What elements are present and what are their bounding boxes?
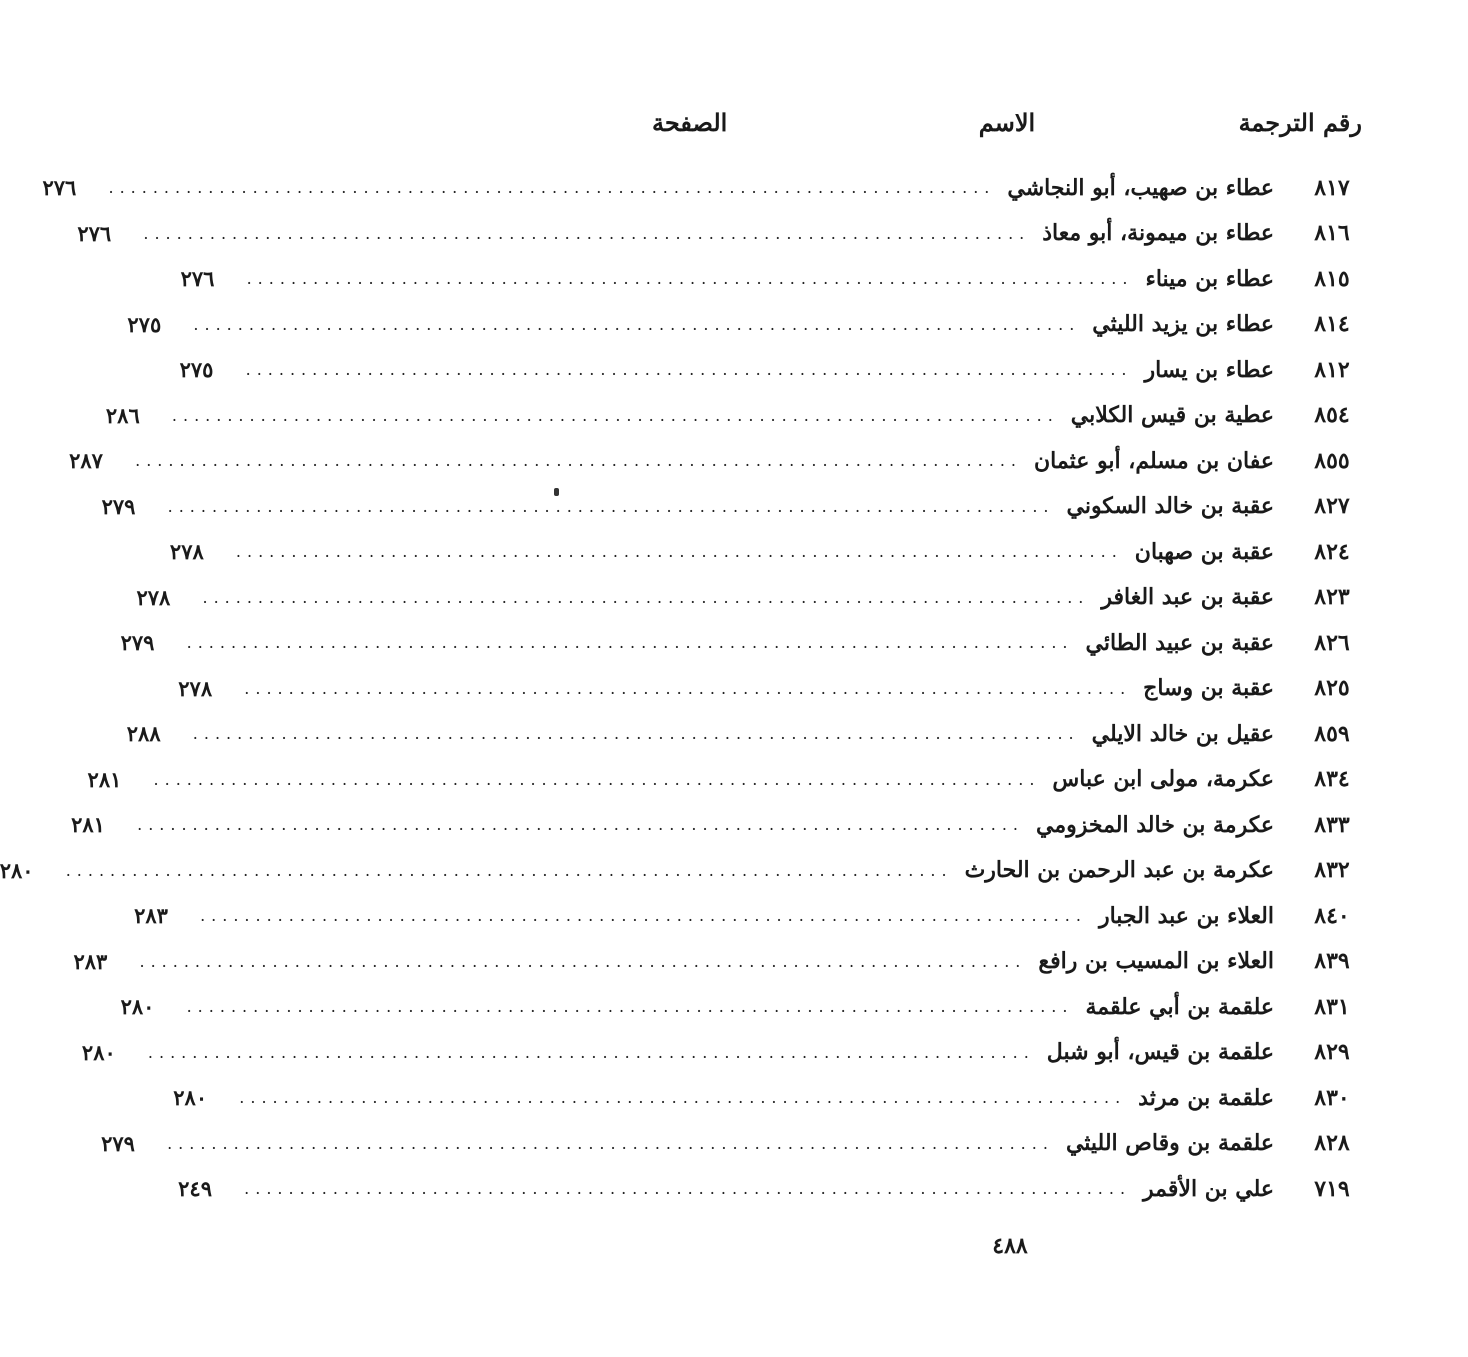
index-entry [179,347,1362,393]
entry-name: عفان بن مسلم، أبو عثمان [1033,447,1274,474]
entry-number: ٨٣٤ [1314,766,1350,793]
entry-number: ٨١٧ [1314,174,1350,201]
entry-page: ٢٧٩ [101,493,136,519]
dot-leader: ................................................................................ [200,906,1087,926]
entry-name: عكرمة، مولى ابن عباس [1052,766,1274,793]
entry-name: العلاء بن عبد الجبار [1098,902,1274,929]
entry-name: عكرمة بن عبد الرحمن بن الحارث [964,857,1274,884]
entry-number: ٨٢٩ [1314,1039,1350,1066]
entry-page: ٢٨١ [87,766,122,792]
entry-number: ٨١٤ [1314,311,1350,338]
dot-leader: ................................................................................ [108,178,996,198]
index-entry [178,1166,1362,1212]
header-name: الاسم [978,108,1036,137]
entry-name: علي بن الأقمر [1143,1175,1274,1202]
dot-leader: ................................................................................ [171,405,1059,425]
entry-name: علقمة بن وقاص الليثي [1065,1130,1274,1157]
column-header [652,108,1362,148]
dot-leader: ................................................................................ [135,451,1022,471]
dot-leader: ................................................................................ [137,815,1024,835]
dot-leader: ................................................................................ [167,496,1055,516]
index-entry [81,1030,1362,1076]
entry-page: ٢٨٧ [69,448,103,474]
dot-leader: ................................................................................ [139,951,1027,971]
index-list [0,165,1362,1212]
entry-page: ٢٧٨ [178,675,213,701]
entry-page: ٢٨٠ [81,1039,116,1065]
entry-number: ٨٢٣ [1314,584,1350,611]
entry-name: عقبة بن عبد الغافر [1101,584,1274,611]
entry-name: عطاء بن صهيب، أبو النجاشي [1007,174,1274,201]
index-entry [101,1121,1362,1167]
entry-name: عقبة بن خالد السكوني [1066,493,1274,520]
index-entry [178,666,1362,712]
entry-name: عطاء بن ميناء [1145,265,1274,292]
index-entry [71,802,1362,848]
entry-page: ٢٤٩ [178,1176,212,1202]
entry-page: ٢٨٠ [0,857,34,883]
entry-name: عطاء بن ميمونة، أبو معاذ [1042,220,1274,247]
entry-name: عقبة بن وساج [1143,675,1274,702]
entry-number: ٨٥٩ [1314,720,1350,747]
dot-leader: ................................................................................ [147,1042,1035,1062]
index-entry [73,939,1362,985]
index-entry [120,620,1362,666]
entry-number: ٨٣١ [1314,993,1350,1020]
dot-leader: ................................................................................ [245,360,1133,380]
dot-leader: ................................................................................ [235,542,1123,562]
entry-page: ٢٨٣ [134,903,168,929]
dot-leader: ................................................................................ [153,769,1041,789]
dot-leader: ................................................................................ [167,1133,1054,1153]
index-entry [87,757,1362,803]
entry-name: عقبة بن صهبان [1134,538,1274,565]
entry-number: ٨٢٥ [1314,675,1350,702]
entry-number: ٨٥٥ [1314,447,1350,474]
entry-number: ٨٣٠ [1314,1084,1350,1111]
entry-page: ٢٨٠ [120,994,155,1020]
index-entry [42,165,1362,211]
entry-number: ٨٤٠ [1314,902,1350,929]
dot-leader: ................................................................................ [244,678,1132,698]
index-entry [180,256,1362,302]
dot-leader: ................................................................................ [239,1088,1127,1108]
index-entry [77,211,1362,257]
index-entry [120,984,1362,1030]
index-entry [105,393,1362,439]
dot-leader: ................................................................................ [246,269,1134,289]
dot-leader: ................................................................................ [65,860,953,880]
entry-name: عطاء بن يسار [1144,356,1274,383]
entry-name: عكرمة بن خالد المخزومي [1035,811,1274,838]
entry-number: ٨٢٦ [1314,629,1350,656]
entry-number: ٨٣٣ [1314,811,1350,838]
entry-name: عقيل بن خالد الايلي [1091,720,1274,747]
index-entry [169,529,1362,575]
entry-page: ٢٨١ [71,812,105,838]
entry-name: عطية بن قيس الكلابي [1070,402,1274,429]
entry-name: عطاء بن يزيد الليثي [1092,311,1274,338]
entry-name: علقمة بن أبي علقمة [1085,993,1274,1020]
entry-number: ٨١٢ [1314,356,1350,383]
dot-leader: ................................................................................ [202,587,1090,607]
entry-number: ٨٣٢ [1314,857,1350,884]
dot-leader: ................................................................................ [186,633,1074,653]
dot-leader: ................................................................................ [192,724,1080,744]
entry-page: ٢٨٦ [105,402,140,428]
index-entry [101,484,1362,530]
entry-number: ٧١٩ [1314,1175,1350,1202]
dot-leader: ................................................................................ [244,1179,1132,1199]
dot-leader: ................................................................................ [186,997,1074,1017]
entry-page: ٢٨٨ [126,721,161,747]
entry-page: ٢٧٨ [169,539,204,565]
entry-number: ٨٥٤ [1314,402,1350,429]
page-number: ٤٨٨ [992,1233,1028,1259]
index-entry [173,1075,1362,1121]
entry-page: ٢٧٨ [136,584,171,610]
entry-page: ٢٧٦ [42,175,77,201]
entry-name: علقمة بن مرثد [1138,1084,1274,1111]
entry-number: ٨١٦ [1314,220,1350,247]
entry-page: ٢٧٩ [120,630,155,656]
entry-page: ٢٧٩ [101,1130,135,1156]
entry-page: ٢٧٥ [179,357,214,383]
entry-name: علقمة بن قيس، أبو شبل [1046,1039,1274,1066]
entry-number: ٨١٥ [1314,265,1350,292]
entry-number: ٨٢٨ [1314,1130,1350,1157]
entry-page: ٢٧٥ [127,311,162,337]
entry-page: ٢٧٦ [77,220,112,246]
scan-mark [554,488,559,496]
index-entry [0,848,1362,894]
entry-number: ٨٢٤ [1314,538,1350,565]
entry-number: ٨٢٧ [1314,493,1350,520]
header-entry-number: رقم الترجمة [1238,108,1362,137]
entry-page: ٢٨٣ [73,948,108,974]
index-entry [127,302,1362,348]
entry-name: العلاء بن المسيب بن رافع [1038,948,1274,975]
index-entry [69,438,1362,484]
dot-leader: ................................................................................ [193,314,1081,334]
index-entry [134,893,1362,939]
index-entry [136,575,1362,621]
header-page: الصفحة [652,108,728,137]
entry-number: ٨٣٩ [1314,948,1350,975]
index-entry [126,711,1362,757]
dot-leader: ................................................................................ [143,223,1031,243]
entry-page: ٢٨٠ [173,1085,208,1111]
entry-page: ٢٧٦ [180,266,215,292]
entry-name: عقبة بن عبيد الطائي [1085,629,1274,656]
